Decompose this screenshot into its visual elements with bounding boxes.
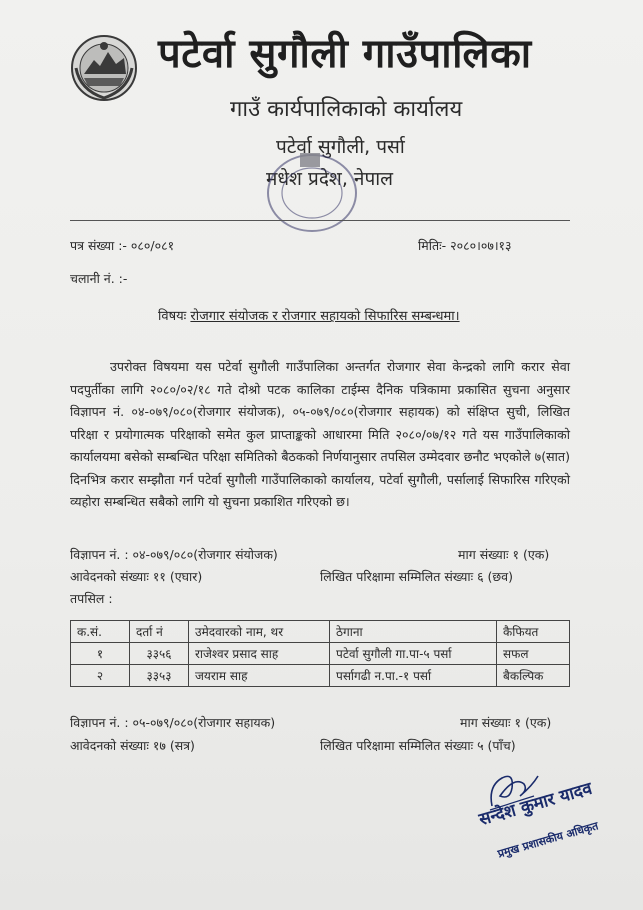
table-cell: २ xyxy=(71,665,130,687)
table-header: ठेगाना xyxy=(330,621,497,643)
reference-number: पत्र संख्या :- ०८०/०८१ xyxy=(70,238,175,253)
table-cell: ३३५६ xyxy=(130,643,189,665)
table-cell: पटेर्वा सुगौली गा.पा-५ पर्सा xyxy=(330,643,497,665)
page-title: पटेर्वा सुगौली गाउँपालिका xyxy=(158,31,532,77)
address-line-1: पटेर्वा सुगौली, पर्सा xyxy=(276,136,405,158)
ad1-applicants: आवेदनको संख्याः ११ (एघार) xyxy=(70,569,203,584)
details-label: तपसिल : xyxy=(70,591,113,606)
nepal-emblem-icon xyxy=(70,34,138,102)
table-row xyxy=(71,665,570,687)
table-header: कैफियत xyxy=(497,621,570,643)
table-header: क.सं. xyxy=(71,621,130,643)
subject-label: विषयः xyxy=(158,309,187,324)
table-cell: जयराम साह xyxy=(189,665,330,687)
ad1-number: विज्ञापन नं. : ०४-०७९/०८०(रोजगार संयोजक) xyxy=(70,547,278,562)
ad2-demand: माग संख्याः १ (एक) xyxy=(460,715,552,730)
signatory-title: प्रमुख प्रशासकीय अधिकृत xyxy=(496,819,600,861)
office-subtitle: गाउँ कार्यपालिकाको कार्यालय xyxy=(230,97,463,122)
ad1-demand: माग संख्याः १ (एक) xyxy=(458,547,550,562)
office-stamp-icon xyxy=(262,148,362,238)
table-cell: बैकल्पिक xyxy=(497,665,570,687)
signatory-name: सन्देश कुमार यादव xyxy=(476,778,595,831)
ad2-number: विज्ञापन नं. : ०५-०७९/०८०(रोजगार सहायक) xyxy=(70,715,276,730)
table-header-row xyxy=(71,621,570,643)
table-header: उमेदवारको नाम, थर xyxy=(189,621,330,643)
table-header: दर्ता नं xyxy=(130,621,189,643)
address-line-2: मधेश प्रदेश, नेपाल xyxy=(266,168,394,190)
table-cell: राजेश्वर प्रसाद साह xyxy=(189,643,330,665)
body-paragraph: उपरोक्त विषयमा यस पटेर्वा सुगौली गाउँपालिका अन्तर्गत रोजगार सेवा केन्द्रको लागि करार सेवा पदपुर्तीका लागि २०८०/०२/१८ गते दोश्रो पटक कालिका टाईम्स दैनिक पत्रिकामा प्रकासित सुचना अनुसार विज्ञापन नं. ०४-०७९/०८०(रोजगार संयोजक), ०५-०७९/०८०(रोजगार सहायक) को संक्षिप्त सुची, लिखित परिक्षा र प्रयोगात्मक परिक्षाको समेत कुल प्राप्ताङ्कको आधारमा मिति २०८०/०७/१२ गते यस गाउँपालिकाको कार्यालयमा बसेको सम्बन्धित परिक्षा समितिको बैठकको निर्णयानुसार तपसिल उम्मेदवार छनौट भएकोले ७(सात) दिनभित्र करार सम्झौता गर्न पटेर्वा सुगौली गाउँपालिकाको कार्यालय, पटेर्वा सुगौली, पर्सालाई सिफारिस गरिएको व्यहोरा सम्बन्धित सबैको लागि यो सुचना प्रकाशित गरिएको छ। xyxy=(70,359,570,509)
ad1-written-exam: लिखित परिक्षामा सम्मिलित संख्याः ६ (छव) xyxy=(320,569,514,584)
table-cell: सफल xyxy=(497,643,570,665)
dispatch-number: चलानी नं. :- xyxy=(70,271,128,286)
table-cell: ३३५३ xyxy=(130,665,189,687)
subject-line xyxy=(158,306,460,324)
ad2-written-exam: लिखित परिक्षामा सम्मिलित संख्याः ५ (पाँच) xyxy=(320,738,516,753)
header-divider xyxy=(70,220,570,221)
ad2-applicants: आवेदनको संख्याः १७ (सत्र) xyxy=(70,738,195,753)
letter-date: मितिः- २०८०।०७।१३ xyxy=(418,238,512,253)
subject-text: रोजगार संयोजक र रोजगार सहायको सिफारिस सम्बन्धमा। xyxy=(190,309,460,324)
candidate-table xyxy=(70,620,570,687)
table-cell: पर्सागढी न.पा.-१ पर्सा xyxy=(330,665,497,687)
table-row xyxy=(71,643,570,665)
table-cell: १ xyxy=(71,643,130,665)
